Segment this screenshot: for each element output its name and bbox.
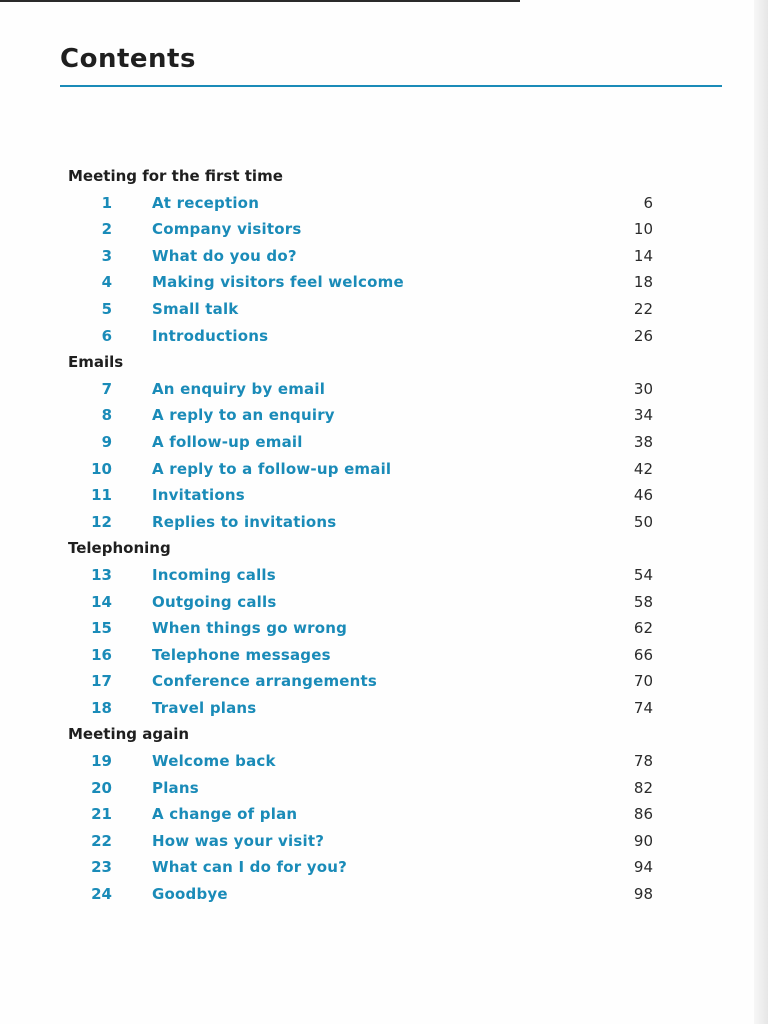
page-number: 70 bbox=[633, 672, 653, 691]
toc-entry[interactable] bbox=[0, 376, 768, 403]
unit-title[interactable]: How was your visit? bbox=[152, 831, 325, 850]
unit-number: 6 bbox=[101, 326, 112, 345]
toc-entry[interactable] bbox=[0, 854, 768, 881]
unit-title[interactable]: Small talk bbox=[152, 299, 239, 318]
unit-title[interactable]: Travel plans bbox=[152, 698, 257, 717]
toc-entry[interactable] bbox=[0, 828, 768, 855]
page-number: 86 bbox=[633, 805, 653, 824]
toc-entry[interactable] bbox=[0, 323, 768, 350]
page-number: 14 bbox=[633, 246, 653, 265]
section-title: Meeting again bbox=[68, 725, 190, 744]
page-number: 98 bbox=[633, 885, 653, 904]
toc-section bbox=[0, 349, 768, 535]
scan-top-edge bbox=[0, 0, 520, 2]
unit-number: 10 bbox=[91, 459, 112, 478]
unit-number: 14 bbox=[91, 592, 112, 611]
toc-section bbox=[0, 721, 768, 907]
toc-entry[interactable] bbox=[0, 589, 768, 616]
unit-title[interactable]: An enquiry by email bbox=[152, 379, 326, 398]
unit-title[interactable]: What do you do? bbox=[152, 246, 297, 265]
unit-number: 1 bbox=[101, 193, 112, 212]
toc-entry[interactable] bbox=[0, 509, 768, 536]
toc-entry[interactable] bbox=[0, 775, 768, 802]
unit-title[interactable]: When things go wrong bbox=[152, 619, 348, 638]
page-number: 74 bbox=[633, 698, 653, 717]
unit-title[interactable]: Incoming calls bbox=[152, 565, 276, 584]
toc-entry[interactable] bbox=[0, 695, 768, 722]
page-title: Contents bbox=[60, 44, 196, 74]
page-number: 34 bbox=[633, 406, 653, 425]
unit-title[interactable]: Introductions bbox=[152, 326, 269, 345]
toc-entry[interactable] bbox=[0, 190, 768, 217]
toc-entry[interactable] bbox=[0, 402, 768, 429]
unit-number: 7 bbox=[101, 379, 112, 398]
page-number: 22 bbox=[633, 299, 653, 318]
section-title: Telephoning bbox=[68, 539, 171, 558]
unit-title[interactable]: A follow-up email bbox=[152, 432, 303, 451]
page-number: 10 bbox=[633, 220, 653, 239]
unit-title[interactable]: A reply to an enquiry bbox=[152, 406, 335, 425]
toc-entry[interactable] bbox=[0, 429, 768, 456]
page-number: 38 bbox=[633, 432, 653, 451]
page-number: 30 bbox=[633, 379, 653, 398]
page-number: 54 bbox=[633, 565, 653, 584]
unit-title[interactable]: At reception bbox=[152, 193, 260, 212]
unit-number: 3 bbox=[101, 246, 112, 265]
unit-title[interactable]: Company visitors bbox=[152, 220, 302, 239]
unit-number: 23 bbox=[91, 858, 112, 877]
unit-title[interactable]: What can I do for you? bbox=[152, 858, 348, 877]
unit-number: 12 bbox=[91, 512, 112, 531]
unit-number: 22 bbox=[91, 831, 112, 850]
toc-entry[interactable] bbox=[0, 642, 768, 669]
unit-title[interactable]: Outgoing calls bbox=[152, 592, 277, 611]
toc-entry[interactable] bbox=[0, 269, 768, 296]
unit-title[interactable]: Making visitors feel welcome bbox=[152, 273, 404, 292]
page-number: 18 bbox=[633, 273, 653, 292]
unit-number: 13 bbox=[91, 565, 112, 584]
page-number: 58 bbox=[633, 592, 653, 611]
section-title: Meeting for the first time bbox=[68, 167, 283, 185]
unit-title[interactable]: Telephone messages bbox=[152, 645, 331, 664]
page-number: 66 bbox=[633, 645, 653, 664]
unit-number: 11 bbox=[91, 486, 112, 505]
unit-number: 16 bbox=[91, 645, 112, 664]
unit-number: 15 bbox=[91, 619, 112, 638]
section-title: Emails bbox=[68, 353, 124, 372]
toc-entry[interactable] bbox=[0, 881, 768, 908]
unit-number: 21 bbox=[91, 805, 112, 824]
unit-number: 2 bbox=[101, 220, 112, 239]
unit-number: 24 bbox=[91, 885, 112, 904]
unit-title[interactable]: Invitations bbox=[152, 486, 245, 505]
unit-number: 17 bbox=[91, 672, 112, 691]
unit-title[interactable]: A reply to a follow-up email bbox=[152, 459, 392, 478]
unit-title[interactable]: Conference arrangements bbox=[152, 672, 378, 691]
page-number: 94 bbox=[633, 858, 653, 877]
unit-title[interactable]: Plans bbox=[152, 778, 199, 797]
table-of-contents bbox=[0, 163, 768, 908]
title-divider bbox=[60, 85, 722, 87]
toc-entry[interactable] bbox=[0, 748, 768, 775]
page-number: 42 bbox=[633, 459, 653, 478]
unit-number: 5 bbox=[101, 299, 112, 318]
unit-number: 18 bbox=[91, 698, 112, 717]
page-number: 90 bbox=[633, 831, 653, 850]
unit-title[interactable]: A change of plan bbox=[152, 805, 298, 824]
page-number: 6 bbox=[643, 193, 653, 212]
toc-entry[interactable] bbox=[0, 615, 768, 642]
unit-title[interactable]: Welcome back bbox=[152, 752, 276, 771]
page-number: 78 bbox=[633, 752, 653, 771]
unit-title[interactable]: Replies to invitations bbox=[152, 512, 337, 531]
toc-entry[interactable] bbox=[0, 456, 768, 483]
toc-entry[interactable] bbox=[0, 482, 768, 509]
unit-number: 8 bbox=[101, 406, 112, 425]
toc-section bbox=[0, 535, 768, 721]
unit-number: 4 bbox=[101, 273, 112, 292]
unit-number: 20 bbox=[91, 778, 112, 797]
toc-entry[interactable] bbox=[0, 668, 768, 695]
unit-number: 9 bbox=[101, 432, 112, 451]
page-number: 62 bbox=[633, 619, 653, 638]
page-number: 82 bbox=[633, 778, 653, 797]
page-number: 26 bbox=[633, 326, 653, 345]
toc-entry[interactable] bbox=[0, 801, 768, 828]
page-number: 46 bbox=[633, 486, 653, 505]
toc-entry[interactable] bbox=[0, 243, 768, 270]
toc-entry[interactable] bbox=[0, 216, 768, 243]
unit-number: 19 bbox=[91, 752, 112, 771]
unit-title[interactable]: Goodbye bbox=[152, 885, 228, 904]
page-number: 50 bbox=[633, 512, 653, 531]
toc-entry[interactable] bbox=[0, 296, 768, 323]
toc-entry[interactable] bbox=[0, 562, 768, 589]
toc-section bbox=[0, 163, 768, 349]
